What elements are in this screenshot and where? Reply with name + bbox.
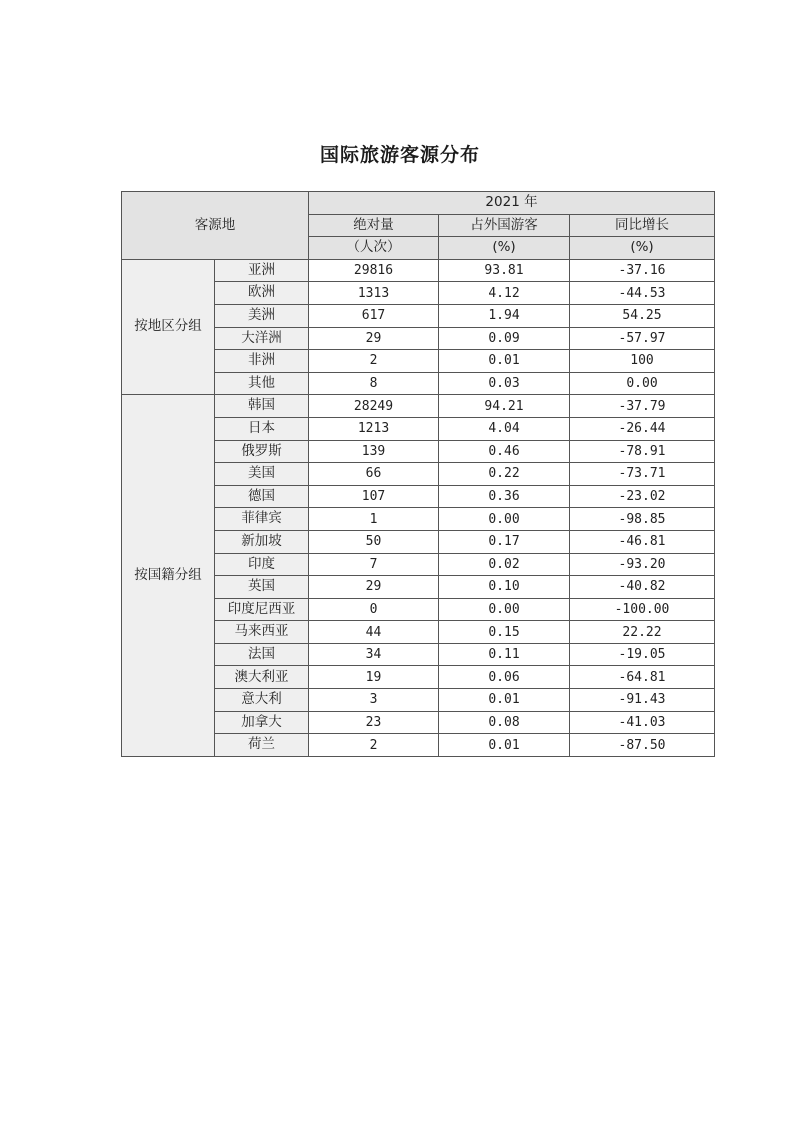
growth-value: -46.81	[570, 530, 715, 553]
share-unit: (%)	[439, 237, 570, 260]
absolute-value: 28249	[309, 395, 439, 418]
growth-value: -91.43	[570, 689, 715, 712]
table-body	[122, 259, 715, 756]
absolute-value: 3	[309, 689, 439, 712]
absolute-header: 绝对量	[309, 214, 439, 237]
share-value: 0.09	[439, 327, 570, 350]
share-value: 0.08	[439, 711, 570, 734]
origin-name: 印度	[215, 553, 309, 576]
growth-value: 0.00	[570, 372, 715, 395]
growth-unit: (%)	[570, 237, 715, 260]
origin-name: 欧洲	[215, 282, 309, 305]
growth-value: -93.20	[570, 553, 715, 576]
absolute-value: 617	[309, 304, 439, 327]
origin-name: 澳大利亚	[215, 666, 309, 689]
growth-value: -37.79	[570, 395, 715, 418]
share-value: 0.00	[439, 508, 570, 531]
absolute-value: 29	[309, 327, 439, 350]
growth-value: -64.81	[570, 666, 715, 689]
origin-name: 法国	[215, 643, 309, 666]
share-value: 0.02	[439, 553, 570, 576]
share-header: 占外国游客	[439, 214, 570, 237]
absolute-value: 1	[309, 508, 439, 531]
growth-value: -37.16	[570, 259, 715, 282]
growth-value: -41.03	[570, 711, 715, 734]
origin-name: 新加坡	[215, 530, 309, 553]
group-label: 按国籍分组	[122, 395, 215, 757]
origin-name: 意大利	[215, 689, 309, 712]
origin-header: 客源地	[122, 192, 309, 260]
origin-name: 加拿大	[215, 711, 309, 734]
origin-name: 其他	[215, 372, 309, 395]
growth-value: -40.82	[570, 576, 715, 599]
growth-value: -73.71	[570, 463, 715, 486]
growth-value: -23.02	[570, 485, 715, 508]
growth-value: -19.05	[570, 643, 715, 666]
absolute-value: 23	[309, 711, 439, 734]
growth-value: -26.44	[570, 417, 715, 440]
absolute-value: 2	[309, 734, 439, 757]
growth-value: -78.91	[570, 440, 715, 463]
growth-value: 100	[570, 350, 715, 373]
page-title: 国际旅游客源分布	[319, 144, 480, 166]
group-label: 按地区分组	[122, 259, 215, 395]
origin-name: 美洲	[215, 304, 309, 327]
year-header: 2021 年	[309, 192, 715, 215]
origin-name: 大洋洲	[215, 327, 309, 350]
absolute-value: 1213	[309, 417, 439, 440]
share-value: 0.00	[439, 598, 570, 621]
growth-value: -44.53	[570, 282, 715, 305]
absolute-value: 66	[309, 463, 439, 486]
absolute-value: 107	[309, 485, 439, 508]
absolute-value: 44	[309, 621, 439, 644]
growth-value: -87.50	[570, 734, 715, 757]
share-value: 0.17	[439, 530, 570, 553]
absolute-value: 34	[309, 643, 439, 666]
absolute-value: 2	[309, 350, 439, 373]
absolute-value: 50	[309, 530, 439, 553]
origin-name: 日本	[215, 417, 309, 440]
origin-name: 马来西亚	[215, 621, 309, 644]
share-value: 1.94	[439, 304, 570, 327]
share-value: 0.22	[439, 463, 570, 486]
origin-name: 德国	[215, 485, 309, 508]
origin-name: 菲律宾	[215, 508, 309, 531]
share-value: 0.01	[439, 350, 570, 373]
absolute-value: 19	[309, 666, 439, 689]
absolute-value: 7	[309, 553, 439, 576]
share-value: 93.81	[439, 259, 570, 282]
absolute-value: 0	[309, 598, 439, 621]
growth-value: 22.22	[570, 621, 715, 644]
share-value: 4.12	[439, 282, 570, 305]
origin-name: 俄罗斯	[215, 440, 309, 463]
absolute-value: 8	[309, 372, 439, 395]
absolute-value: 29	[309, 576, 439, 599]
absolute-value: 1313	[309, 282, 439, 305]
origin-name: 英国	[215, 576, 309, 599]
origin-name: 美国	[215, 463, 309, 486]
share-value: 0.46	[439, 440, 570, 463]
share-value: 0.01	[439, 734, 570, 757]
share-value: 0.10	[439, 576, 570, 599]
origin-name: 印度尼西亚	[215, 598, 309, 621]
growth-value: -57.97	[570, 327, 715, 350]
share-value: 0.06	[439, 666, 570, 689]
origin-name: 非洲	[215, 350, 309, 373]
share-value: 0.11	[439, 643, 570, 666]
growth-value: 54.25	[570, 304, 715, 327]
share-value: 0.15	[439, 621, 570, 644]
table-header	[122, 192, 715, 260]
share-value: 0.36	[439, 485, 570, 508]
growth-value: -100.00	[570, 598, 715, 621]
absolute-value: 139	[309, 440, 439, 463]
origin-name: 亚洲	[215, 259, 309, 282]
absolute-unit: （人次）	[309, 237, 439, 260]
table-row	[122, 395, 715, 418]
growth-header: 同比增长	[570, 214, 715, 237]
share-value: 94.21	[439, 395, 570, 418]
growth-value: -98.85	[570, 508, 715, 531]
share-value: 0.01	[439, 689, 570, 712]
share-value: 0.03	[439, 372, 570, 395]
absolute-value: 29816	[309, 259, 439, 282]
share-value: 4.04	[439, 417, 570, 440]
origin-name: 韩国	[215, 395, 309, 418]
tourism-source-table	[121, 191, 715, 757]
origin-name: 荷兰	[215, 734, 309, 757]
table-row	[122, 259, 715, 282]
